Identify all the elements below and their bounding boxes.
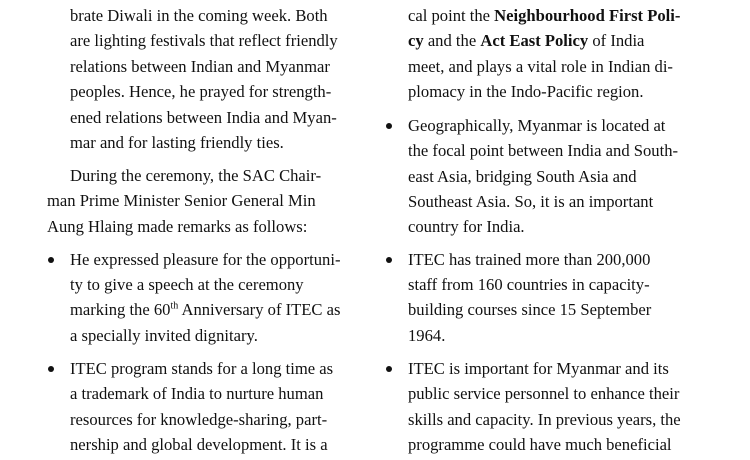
text-line: ty to give a speech at the ceremony <box>70 275 304 294</box>
text-line: country for India. <box>408 217 525 236</box>
text-line: During the ceremony, the SAC Chair- <box>70 166 322 185</box>
text-span: and the <box>423 31 481 50</box>
text-line <box>70 300 340 320</box>
text-line: Southeast Asia. So, it is an important <box>408 192 654 211</box>
text-line: ITEC program stands for a long time as <box>70 359 334 378</box>
text-line <box>408 6 680 26</box>
text-line <box>408 31 644 51</box>
text-line: plomacy in the Indo-Pacific region. <box>408 82 644 101</box>
text-line: peoples. Hence, he prayed for strength- <box>70 82 332 101</box>
text-line: the focal point between India and South- <box>408 141 679 160</box>
text-line: nership and global development. It is a <box>70 435 328 454</box>
text-line: east Asia, bridging South Asia and <box>408 167 637 186</box>
text-line: 1964. <box>408 326 446 345</box>
text-span: cal point the <box>408 6 495 25</box>
text-span: of India <box>588 31 645 50</box>
text-span: marking the 60 <box>70 300 171 319</box>
bold-text: Neighbourhood First Poli- <box>494 6 681 25</box>
text-line: skills and capacity. In previous years, the <box>408 410 681 429</box>
text-line: building courses since 15 September <box>408 300 652 319</box>
text-line: programme could have much beneficial <box>408 435 672 454</box>
text-line: resources for knowledge-sharing, part- <box>70 410 328 429</box>
text-line: Aung Hlaing made remarks as follows: <box>47 217 308 236</box>
bullet-dot <box>48 366 54 372</box>
bullet-dot <box>386 257 392 263</box>
text-line: staff from 160 countries in capacity- <box>408 275 650 294</box>
text-line: He expressed pleasure for the opportuni- <box>70 250 341 269</box>
text-line: meet, and plays a vital role in Indian di- <box>408 57 673 76</box>
text-line: relations between Indian and Myanmar <box>70 57 330 76</box>
text-line: public service personnel to enhance their <box>408 384 680 403</box>
text-line: ITEC has trained more than 200,000 <box>408 250 651 269</box>
text-line: Geographically, Myanmar is located at <box>408 116 666 135</box>
text-line: man Prime Minister Senior General Min <box>47 191 316 210</box>
bullet-dot <box>386 123 392 129</box>
text-span: Anniversary of ITEC as <box>178 300 341 319</box>
text-line: a specially invited dignitary. <box>70 326 258 345</box>
bold-text: cy <box>408 31 424 50</box>
text-line: are lighting festivals that reflect friendly <box>70 31 338 50</box>
text-line: mar and for lasting friendly ties. <box>70 133 284 152</box>
text-line: brate Diwali in the coming week. Both <box>70 6 328 25</box>
superscript: th <box>170 300 179 312</box>
bullet-dot <box>48 257 54 263</box>
bold-text: Act East Policy <box>480 31 589 50</box>
text-line: ened relations between India and Myan- <box>70 108 337 127</box>
text-line: ITEC is important for Myanmar and its <box>408 359 669 378</box>
bullet-dot <box>386 366 392 372</box>
text-line: a trademark of India to nurture human <box>70 384 324 403</box>
